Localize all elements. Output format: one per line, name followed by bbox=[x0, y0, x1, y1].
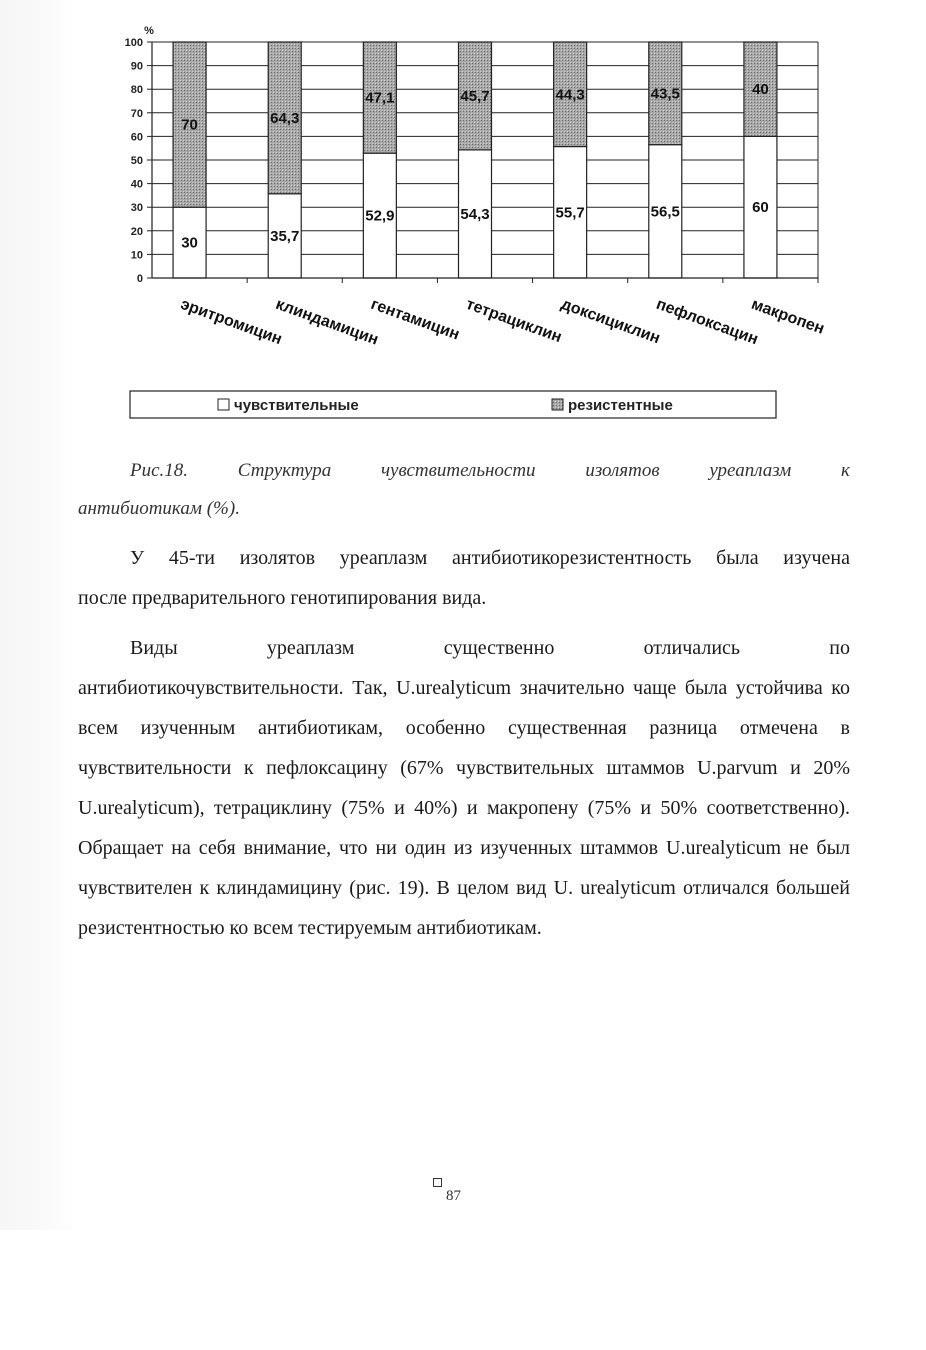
y-tick-label: 10 bbox=[130, 249, 143, 262]
caption-word: к bbox=[841, 460, 850, 481]
paragraph-1-first-line: У 45-ти изолятов уреаплазм антибиотикорезистентность была изучена bbox=[130, 547, 850, 569]
category-label: эритромицин bbox=[178, 295, 285, 349]
data-label-sensitive: 52,9 bbox=[365, 207, 395, 225]
paragraph-1-rest: после предварительного генотипирования вида. bbox=[78, 587, 487, 609]
caption-word: Рис.18. bbox=[130, 460, 189, 481]
y-tick-label: 90 bbox=[130, 60, 143, 73]
caption-word: чувствительности bbox=[380, 460, 536, 481]
category-label: макропен bbox=[749, 295, 827, 338]
data-label-sensitive: 35,7 bbox=[270, 227, 300, 245]
category-label: тетрациклин bbox=[463, 295, 564, 347]
paragraph-2-word: Виды bbox=[130, 637, 178, 659]
paragraph-2-word: по bbox=[829, 637, 850, 659]
page-number: 87 bbox=[446, 1188, 461, 1204]
category-label: пефлоксацин bbox=[653, 295, 761, 349]
y-tick-label: 20 bbox=[130, 225, 143, 238]
page-marker-square bbox=[433, 1178, 442, 1187]
y-tick-label: 50 bbox=[130, 155, 143, 167]
y-tick-label: 60 bbox=[130, 131, 143, 144]
data-label-resistant: 45,7 bbox=[460, 87, 490, 105]
data-label-sensitive: 60 bbox=[752, 199, 769, 217]
legend-label-sensitive: чувствительные bbox=[234, 397, 359, 414]
data-label-sensitive: 55,7 bbox=[555, 204, 585, 222]
data-label-sensitive: 30 bbox=[181, 234, 198, 252]
paragraph-2-word: отличались bbox=[643, 637, 741, 659]
data-label-resistant: 43,5 bbox=[650, 85, 680, 103]
legend-label-resistant: резистентные bbox=[568, 397, 673, 414]
y-tick-label: 70 bbox=[130, 107, 143, 120]
figure-caption bbox=[78, 452, 850, 528]
y-tick-label: 0 bbox=[136, 273, 143, 285]
y-axis-unit: % bbox=[144, 25, 154, 37]
category-label: доксициклин bbox=[558, 295, 663, 348]
paragraph-2 bbox=[78, 628, 850, 948]
paragraph-2-word: уреаплазм bbox=[266, 637, 355, 659]
stacked-bar-chart bbox=[100, 18, 827, 428]
data-label-sensitive: 54,3 bbox=[460, 205, 490, 223]
legend-swatch-sensitive bbox=[218, 399, 229, 410]
data-label-resistant: 47,1 bbox=[365, 89, 395, 107]
y-tick-label: 80 bbox=[130, 84, 143, 97]
paragraph-2-word: существенно bbox=[443, 637, 555, 659]
legend-swatch-resistant bbox=[552, 399, 563, 410]
y-tick-label: 100 bbox=[124, 37, 143, 49]
paragraph-1 bbox=[78, 538, 850, 618]
y-tick-label: 30 bbox=[130, 202, 143, 215]
paragraph-2-rest: антибиотикочувствительности. Так, U.urealyticum значительно чаще была устойчива ко всем изученным антибиотикам, особенно существенная разница отмечена в чувствительности к пефлоксацину (67% чувствительных штаммов U.parvum и 20% U.urealyticum), тетрациклину (75% и 40%) и макропену (75% и 50% соответственно). Обращает на себя внимание, что ни один из изученных штаммов U.urealyticum не был чувствителен к клиндамицину (рис. 19). В целом вид U. urealyticum отличался большей резистентностью ко всем тестируемым антибиотикам. bbox=[78, 677, 850, 939]
caption-word: уреаплазм bbox=[709, 460, 792, 481]
data-label-resistant: 40 bbox=[752, 81, 769, 99]
caption-line-2: антибиотикам (%). bbox=[78, 498, 240, 519]
y-tick-label: 40 bbox=[130, 178, 143, 191]
caption-word: изолятов bbox=[585, 460, 660, 481]
data-label-sensitive: 56,5 bbox=[650, 203, 680, 221]
scan-shadow bbox=[0, 0, 78, 1230]
data-label-resistant: 70 bbox=[181, 116, 198, 134]
category-label: клиндамицин bbox=[273, 295, 381, 349]
caption-word: Структура bbox=[237, 460, 332, 481]
data-label-resistant: 64,3 bbox=[270, 109, 300, 127]
data-label-resistant: 44,3 bbox=[555, 86, 585, 104]
category-label: гентамицин bbox=[368, 295, 462, 344]
